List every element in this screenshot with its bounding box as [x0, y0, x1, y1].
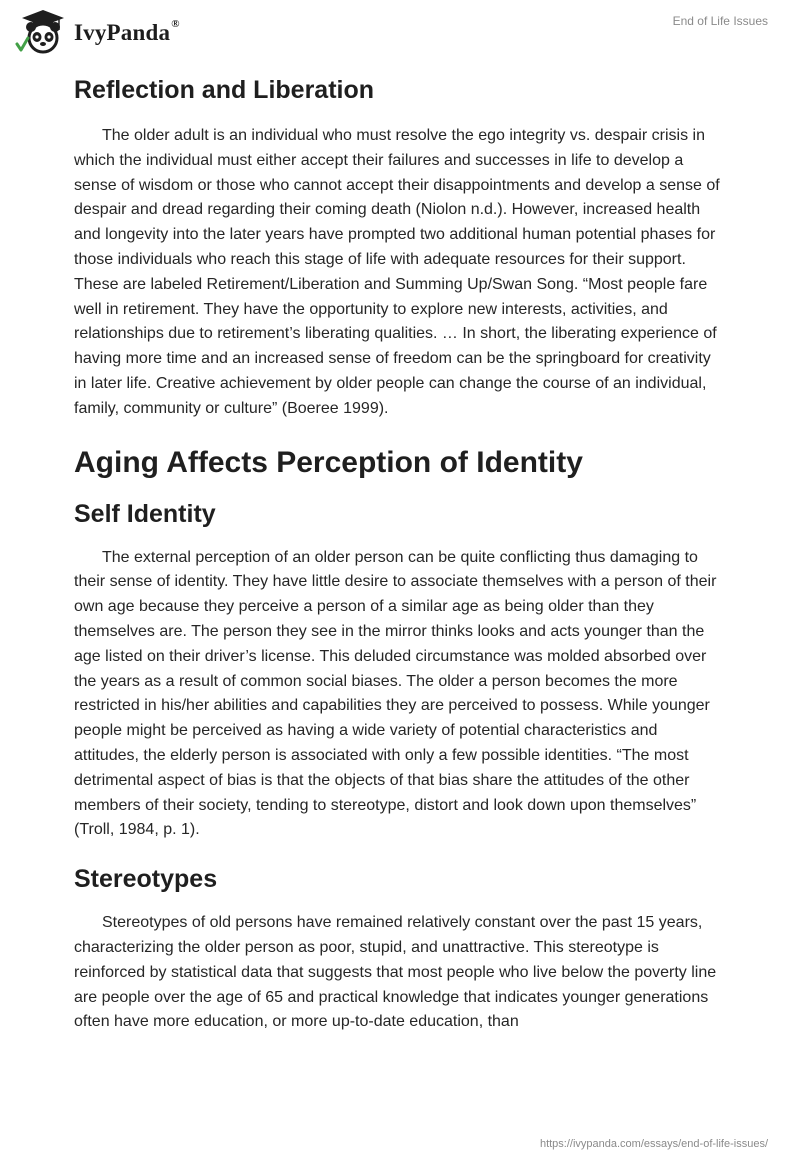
source-url[interactable]: https://ivypanda.com/essays/end-of-life-issues/ [539, 1138, 768, 1150]
panda-graduate-icon [14, 8, 72, 56]
trademark-symbol: ® [171, 18, 180, 30]
paragraph-stereotypes: Stereotypes of old persons have remained relatively constant over the past 15 years, characterizing the older person as poor, stupid, and unattractive. This stereotype is reinforced by statistical data that suggests that most people who live below the poverty line are people over the age of 65 and practical knowledge that indicates younger generations often have more education, or more up-to-date education, than [74, 914, 717, 1031]
brand-name: IvyPanda® [74, 18, 180, 45]
article-body [74, 72, 726, 1035]
paragraph-reflection: The older adult is an individual who must resolve the ego integrity vs. despair crisis in which the individual must either accept their failures and successes in life to develop a sense of wisdom or those who cannot accept their disappointments and develop a sense of despair and dread regarding their coming death (Niolon n.d.). However, increased health and longevity into the later years have prompted two additional human potential phases for those individuals who reach this stage of life with adequate resources for their support. These are labeled Retirement/Liberation and Summing Up/Swan Song. “Most people fare well in retirement. They have the opportunity to explore new interests, activities, and relationships due to retirement’s liberating qualities. … In short, the liberating experience of having more time and an increased sense of freedom can be the springboard for creativity in later life. Creative achievement by older people can change the course of an individual, family, community or culture” (Boeree 1999). [74, 127, 720, 417]
logo[interactable] [14, 8, 180, 56]
section-heading-reflection: Reflection and Liberation [74, 76, 375, 104]
subsection-heading-self-identity: Self Identity [74, 499, 216, 528]
document-title: End of Life Issues [672, 14, 768, 28]
section-heading-aging: Aging Affects Perception of Identity [74, 445, 583, 479]
paragraph-self-identity: The external perception of an older person can be quite conflicting thus damaging to their sense of identity. They have little desire to associate themselves with a person of their own age because they perceive a person of a similar age as being older than they themselves are. The person they see in the mirror thinks looks and acts younger than the age listed on their driver’s license. This deluded circumstance was molded absorbed over the years as a result of common social biases. The older a person becomes the more restricted in his/her abilities and capabilities they are perceived to possess. While younger people might be perceived as having a wide variety of potential characteristics and attitudes, the elderly person is associated with only a few possible identities. “The most detrimental aspect of bias is that the objects of that bias share the attitudes of the other members of their society, tending to stereotype, distort and look down upon themselves” (Troll, 1984, p. 1). [74, 548, 717, 839]
page-header [0, 0, 800, 62]
subsection-heading-stereotypes: Stereotypes [74, 865, 218, 894]
